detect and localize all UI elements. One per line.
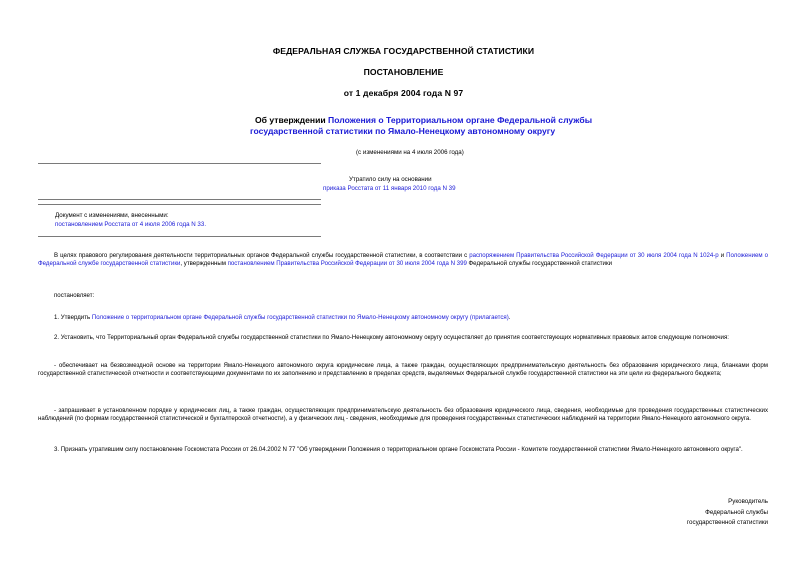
divider-bottom: [38, 236, 321, 237]
bullet-1: - обеспечивает на безвозмездной основе на территории Ямало-Ненецкого автономного округа юридические лица, а также граждан, осуществляющих предпринимательскую деятельность без образования юридического лица, бланками форм государственной статистической отчетности и соответствующими документами по их заполнению и представлению в пределах средств, выделяемых Федеральной службе государственной статистики на эти цели из федерального бюджета;: [38, 362, 768, 378]
signature-line-1: Руководитель: [728, 498, 768, 505]
signature-line-3: государственной статистики: [686, 519, 768, 526]
amended-note: (с изменениями на 4 июля 2006 года): [356, 149, 464, 156]
doc-type-heading: ПОСТАНОВЛЕНИЕ: [363, 67, 444, 77]
intro-text-2: и: [718, 252, 727, 259]
divider-3: [38, 204, 321, 205]
changes-link[interactable]: постановлением Росстата от 4 июля 2006 года N 33.: [55, 221, 207, 228]
link-government-resolution[interactable]: постановлением Правительства Российской Федерации от 30 июля 2004 года N 399: [227, 260, 467, 268]
document-title: [255, 115, 655, 126]
resolves-text: постановляет:: [54, 292, 95, 299]
title-link-line1[interactable]: Положения о Территориальном органе Федеральной службы: [328, 115, 593, 125]
agency-heading: ФЕДЕРАЛЬНАЯ СЛУЖБА ГОСУДАРСТВЕННОЙ СТАТИСТИКИ: [272, 46, 535, 56]
intro-text-1: В целях правового регулирования деятельности территориальных органов Федеральной службы государственной статистики, в соответствии с: [54, 252, 470, 259]
signature-block: [570, 497, 768, 529]
item-1: [54, 314, 768, 322]
intro-paragraph: [38, 252, 768, 269]
divider-top: [38, 163, 321, 164]
intro-text-3: , утвержденным: [180, 260, 228, 268]
item-1-suffix: .: [508, 314, 511, 321]
link-rosstat-regulation[interactable]: Положением о Федеральной службе государственной статистики: [38, 252, 768, 268]
bullet-2: - запрашивает в установленном порядке у юридических лиц, а также граждан, осуществляющих предпринимательскую деятельность без образования юридического лица, сведения, необходимые для проведения государственных статистических наблюдений (по формам государственной статистической и бухгалтерской отчетности), а у физических лиц - сведения, необходимые для проведения государственных статистических наблюдений на территории Ямало-Ненецкого автономного округа.: [38, 407, 768, 423]
revoked-note: Утратило силу на основании: [349, 176, 432, 183]
changes-label: Документ с изменениями, внесенными:: [55, 212, 169, 219]
title-prefix: Об утверждении: [255, 115, 329, 125]
link-government-order[interactable]: распоряжением Правительства Российской Федерации от 30 июля 2004 года N 1024-р: [469, 252, 719, 259]
date-number: от 1 декабря 2004 года N 97: [343, 88, 464, 98]
intro-text-4: Федеральной службы государственной статистики: [466, 260, 613, 268]
revoked-order-link[interactable]: приказа Росстата от 11 января 2010 года N 39: [323, 185, 456, 192]
divider-2: [38, 199, 321, 200]
title-link-line2[interactable]: государственной статистики по Ямало-Ненецкому автономному округу: [250, 126, 556, 136]
item-3: 3. Признать утратившим силу постановление Госкомстата России от 26.04.2002 N 77 "Об утверждении Положения о территориальном органе Госкомстата России - Комитете государственной статистики Ямало-Ненецкого автономного округа".: [54, 446, 743, 453]
item-1-prefix: 1. Утвердить: [54, 314, 92, 321]
link-territorial-regulation[interactable]: Положение о территориальном органе Федеральной службы государственной статистики по Ямало-Ненецкому автономному округу (прилагается): [91, 314, 509, 321]
item-2: 2. Установить, что Территориальный орган Федеральной службы государственной статистики по Ямало-Ненецкому автономному округу осуществляет до принятия соответствующих нормативных правовых актов следующие полномочия:: [54, 334, 729, 341]
signature-line-2: Федеральной службы: [705, 508, 768, 516]
